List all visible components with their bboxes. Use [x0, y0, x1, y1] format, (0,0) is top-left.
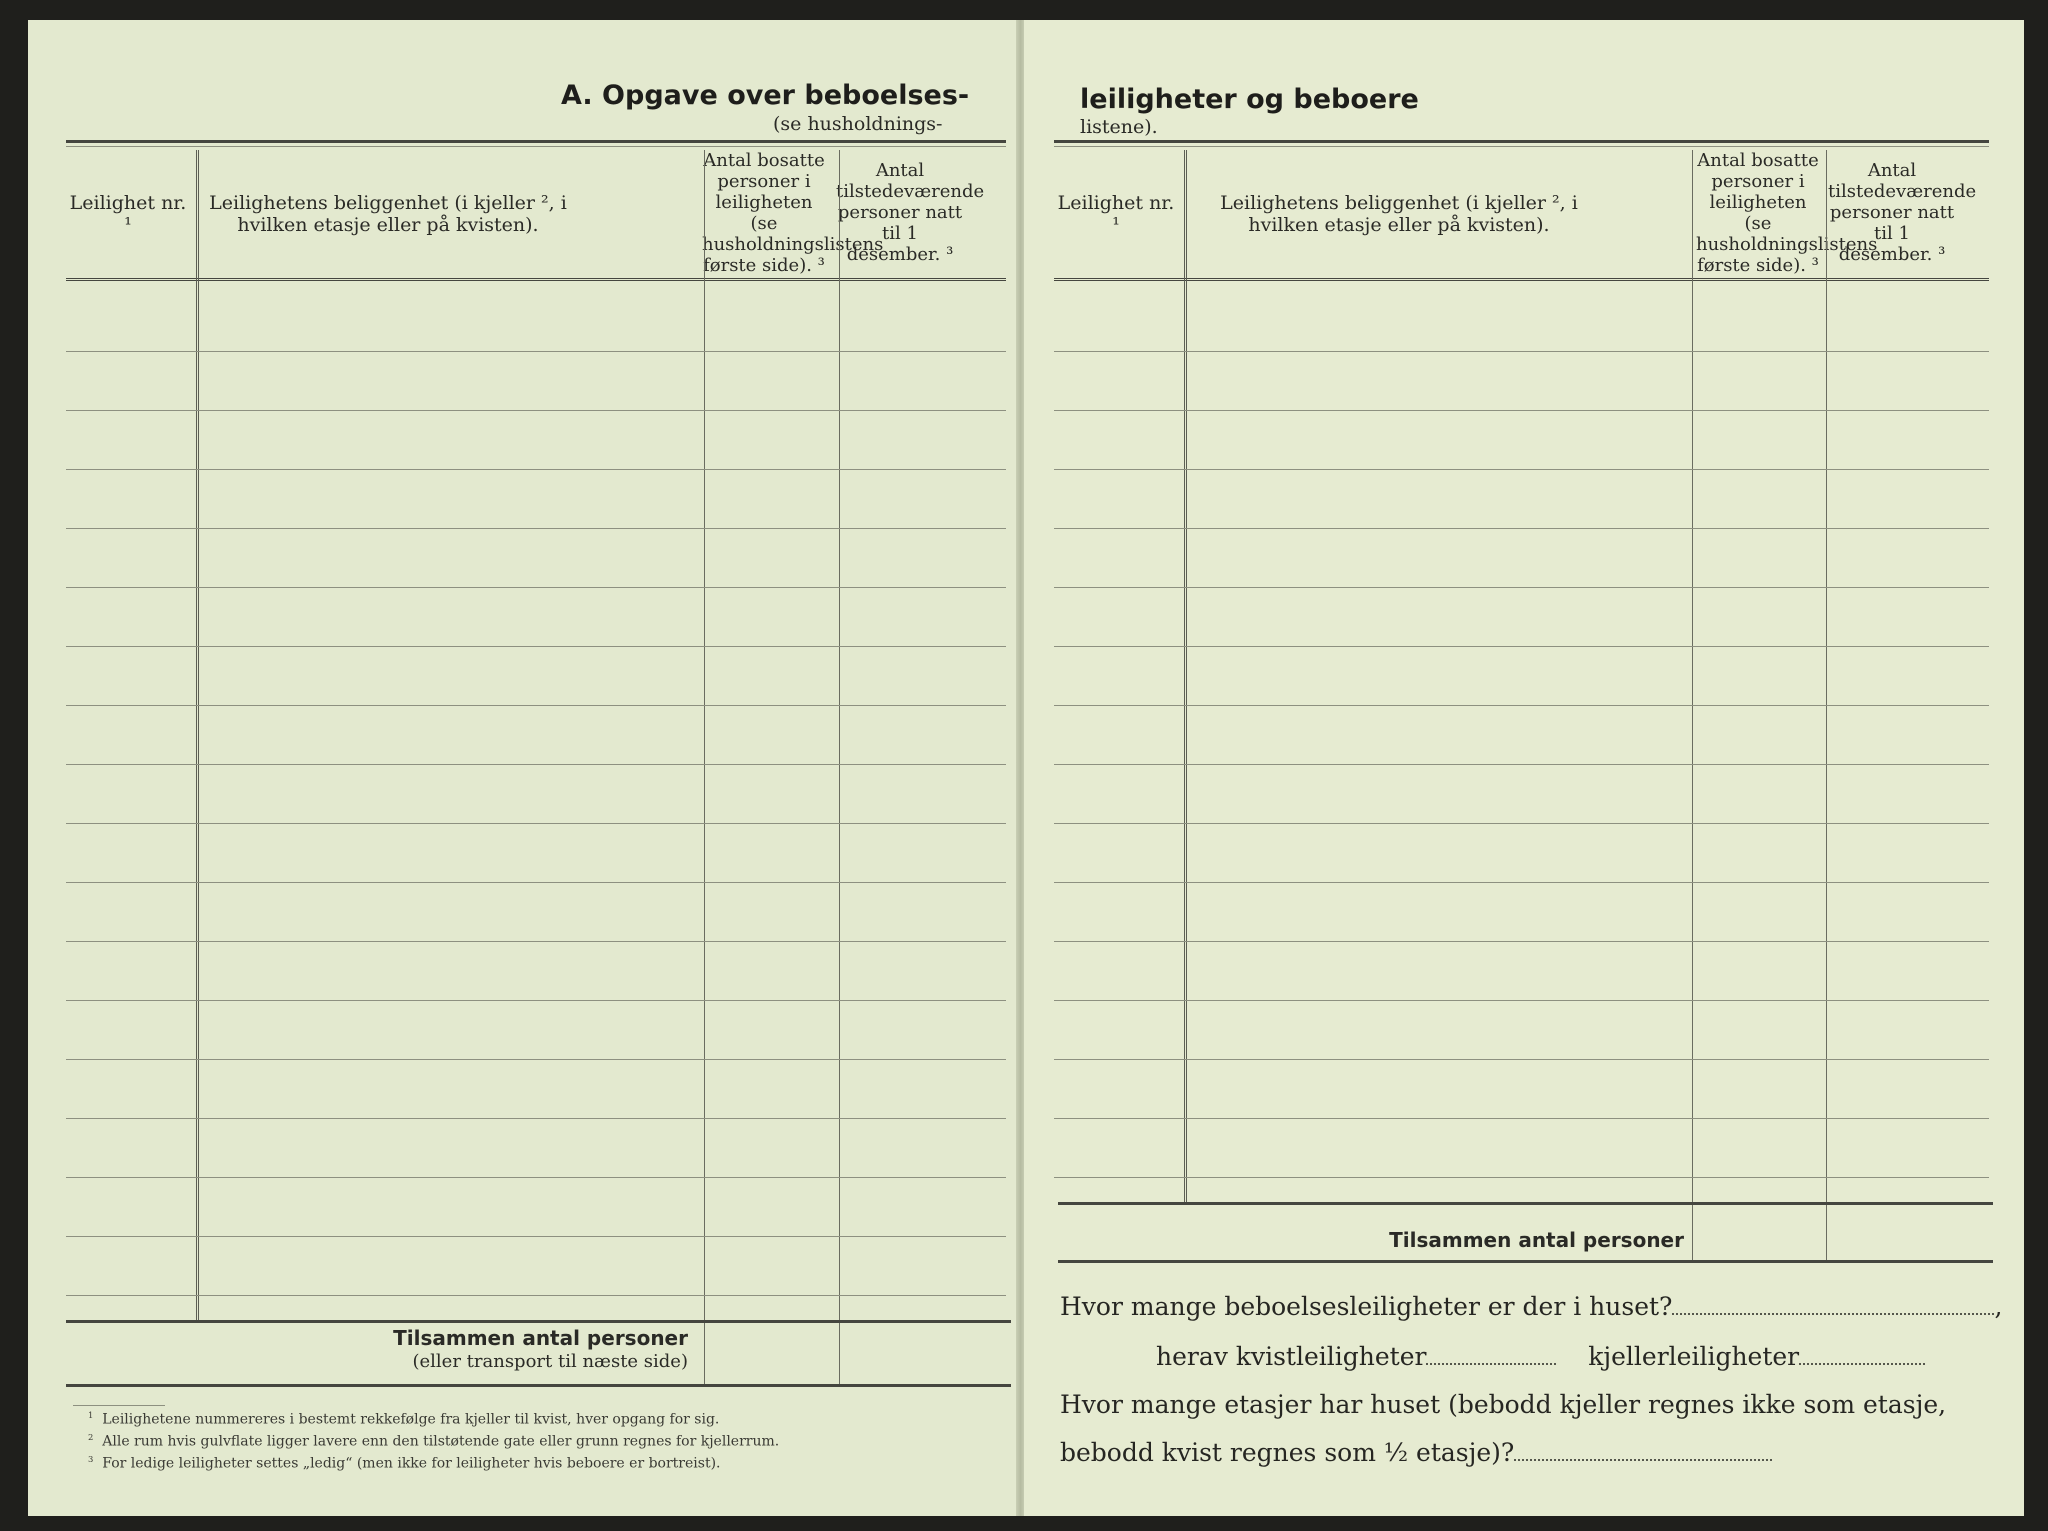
left-total-sublabel: (eller transport til næste side) [412, 1351, 688, 1372]
table-row [66, 764, 1006, 765]
table-row [1054, 1177, 1989, 1178]
col-header-bosatte: Antal bosatte personer i leiligheten (se husholdningslistens første side). ³ [1696, 150, 1878, 276]
table-row [66, 1000, 1006, 1001]
answer-apartments-field[interactable] [1672, 1309, 1994, 1315]
table-row [1054, 646, 1989, 647]
table-row [66, 646, 1006, 647]
table-row [66, 587, 1006, 588]
table-row [1054, 351, 1989, 352]
col-header-beliggenhet: Leilighetens beliggenhet (i kjeller ², i hvilken etasje eller på kvisten). [209, 192, 567, 236]
table-row [66, 410, 1006, 411]
left-title: A. Opgave over beboelses- [561, 80, 970, 111]
header-bottom-rule [66, 278, 1006, 284]
header-bottom-rule [1054, 278, 1989, 284]
col-header-tilstedevaerende: Antal tilstedeværende personer natt til 1 desember. ³ [1828, 160, 1977, 265]
table-row [66, 1177, 1006, 1178]
table-row [1054, 882, 1989, 883]
answer-cellar-field[interactable] [1799, 1359, 1925, 1365]
header-top-rule [1054, 140, 1989, 143]
table-row [66, 351, 1006, 352]
header-top-rule [66, 140, 1006, 143]
right-subtitle: listene). [1080, 116, 1158, 138]
total-top-rule [1058, 1202, 1993, 1205]
total-top-rule [66, 1320, 1011, 1323]
col-header-tilstedevaerende: Antal tilstedeværende personer natt til 1 desember. ³ [836, 160, 985, 265]
table-row [66, 1059, 1006, 1060]
total-bottom-rule [1058, 1260, 1993, 1263]
question-floors-line2: bebodd kvist regnes som ½ etasje)? [1060, 1438, 1515, 1467]
table-row [66, 528, 1006, 529]
question-attic-apartments: herav kvistleiligheter [1156, 1342, 1427, 1371]
table-row [1054, 528, 1989, 529]
question-cellar-apartments: kjellerleiligheter [1588, 1342, 1800, 1371]
table-row [1054, 1059, 1989, 1060]
table-row [66, 823, 1006, 824]
answer-attic-field[interactable] [1426, 1359, 1556, 1365]
right-page: leiligheter og beboere listene). Leilighet nr. ¹ Leilighetens beliggenhet (i kjeller ², i hvilken etasje eller på kvisten). Antal bosatte personer i leiligheten (se husholdningslistens første side). ³ Antal tilstedeværende personer natt til 1 desember. ³ Tilsammen antal personer Hvor mange beboelsesleiligheter er der i huset? , herav kvistleiligheter kjellerleiligheter Hvor mange etasjer har huset (bebodd kjeller regnes ikke som etasje, bebodd kvist regnes som ½ etasje)? [1024, 20, 2024, 1516]
left-page: A. Opgave over beboelses- (se husholdnings- Leilighet nr. ¹ Leilighetens beliggenhet (i kjeller ², i hvilken etasje eller på kvisten). Antal bosatte personer i leiligheten (se husholdningslistens første side). ³ Antal tilstedeværende personer natt til 1 desember. ³ Tilsammen antal personer (eller transport til næste side) $^1$ Leilighetene nummereres i bestemt rekkefølge fra kjeller til kvist, hver opgang for sig. $^2$ Alle rum hvis gulvflate ligger lavere enn den tilstøtende gate eller grunn regnes for kjellerrum. $^3$ For ledige leiligheter settes „ledig“ (men ikke for leiligheter hvis beboere er bortreist). [28, 20, 1018, 1516]
table-row [1054, 941, 1989, 942]
footnote-2: Alle rum hvis gulvflate ligger lavere enn den tilstøtende gate eller grunn regnes for kjellerrum. [102, 1433, 780, 1450]
table-row [66, 941, 1006, 942]
table-row [66, 705, 1006, 706]
table-row [66, 882, 1006, 883]
table-row [1054, 587, 1989, 588]
total-bottom-rule [66, 1384, 1011, 1387]
footnote-rule [73, 1405, 165, 1406]
table-row [1054, 469, 1989, 470]
col-header-leilighet: Leilighet nr. ¹ [1057, 192, 1175, 236]
left-total-label: Tilsammen antal personer [393, 1326, 688, 1350]
footnote-3: For ledige leiligheter settes „ledig“ (men ikke for leiligheter hvis beboere er bortreist). [102, 1455, 721, 1472]
table-row [66, 1295, 1006, 1296]
table-row [66, 1236, 1006, 1237]
question-apartments: Hvor mange beboelsesleiligheter er der i huset? [1060, 1292, 1673, 1321]
footnote-1: Leilighetene nummereres i bestemt rekkefølge fra kjeller til kvist, hver opgang for sig. [102, 1411, 720, 1428]
table-row [1054, 1000, 1989, 1001]
col-header-bosatte: Antal bosatte personer i leiligheten (se husholdningslistens første side). ³ [702, 150, 884, 276]
table-row [66, 469, 1006, 470]
answer-floors-field[interactable] [1514, 1455, 1772, 1461]
table-row [1054, 705, 1989, 706]
col-header-leilighet: Leilighet nr. ¹ [69, 192, 187, 236]
left-subtitle: (se husholdnings- [773, 113, 943, 135]
right-total-label: Tilsammen antal personer [1389, 1228, 1684, 1252]
question-floors-line1: Hvor mange etasjer har huset (bebodd kjeller regnes ikke som etasje, [1060, 1390, 1947, 1419]
table-row [1054, 823, 1989, 824]
col-header-beliggenhet: Leilighetens beliggenhet (i kjeller ², i hvilken etasje eller på kvisten). [1220, 192, 1578, 236]
table-row [66, 1118, 1006, 1119]
table-row [1054, 764, 1989, 765]
right-title: leiligheter og beboere [1080, 84, 1419, 115]
table-row [1054, 410, 1989, 411]
table-row [1054, 1118, 1989, 1119]
